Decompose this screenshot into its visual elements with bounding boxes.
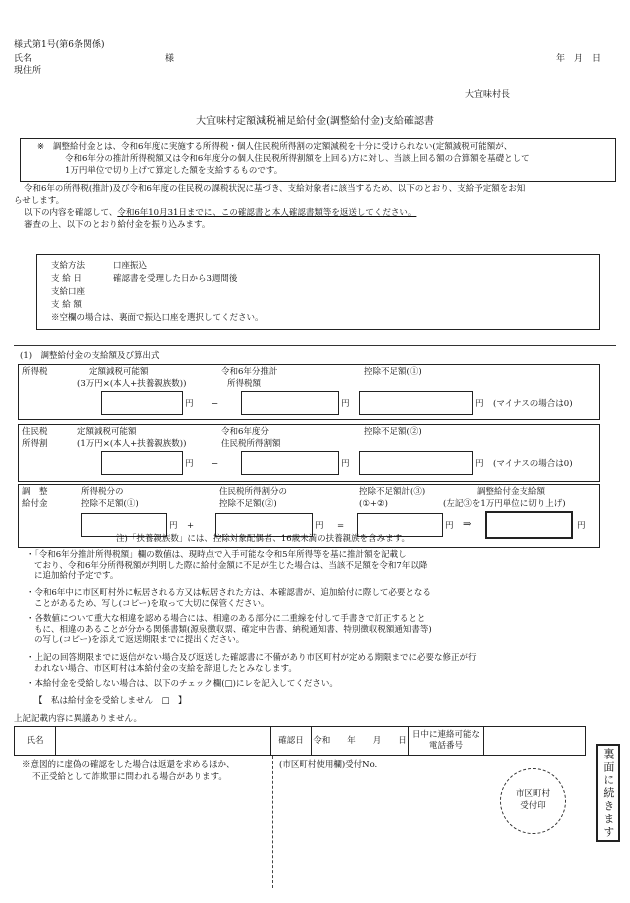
section-divider — [14, 345, 616, 346]
notice-line-2: 令和6年分の推計所得税額又は令和6年度分の個人住民税所得割額を上回る)方に対し、当該上回る額の合算額を基礎として — [65, 154, 530, 164]
payment-note: ※空欄の場合は、裏面で振込口座を選択してください。 — [51, 313, 264, 323]
negative-note: (マイナスの場合は0) — [493, 399, 573, 409]
yen-label: 円 — [185, 399, 194, 409]
income-shortfall-input[interactable] — [359, 391, 473, 415]
intro-p1a: 令和6年の所得税(推計)及び令和6年度の住民税の課税状況に基づき、支給対象者に該当するため、以下のとおり、支給予定額をお知 — [24, 184, 526, 194]
income-col2-l1: 令和6年分推計 — [221, 367, 278, 377]
dependents-footnote: 注)「扶養親族数」には、控除対象配偶者、16歳未満の扶養親族を含みます。 — [116, 534, 410, 544]
mayor-name: 大宜味村長 — [465, 90, 511, 100]
yen-label: 円 — [445, 521, 454, 531]
office-use-label: (市区町村使用欄)受付No. — [279, 760, 378, 770]
amount-label: 支 給 額 — [51, 300, 82, 310]
bullet-2 — [26, 588, 431, 609]
bullet-1-line-3: に追加給付予定です。 — [34, 571, 119, 582]
calc-heading: (1) 調整給付金の支給額及び算出式 — [20, 351, 160, 361]
confirmation-table — [14, 726, 586, 756]
bullet-3-line-3: の写し(コピー)を添えて返送期限までに提出ください。 — [34, 635, 245, 646]
income-reducible-input[interactable] — [101, 391, 183, 415]
method-label: 支給方法 — [51, 261, 86, 271]
notice-line-3: 1万円単位で切り上げて算定した額を支給するものです。 — [65, 166, 283, 176]
reception-stamp — [500, 768, 566, 834]
method-value: 口座振込 — [113, 261, 148, 271]
bullet-3-line-2: もに、相違のあることが分かる関係書類(源泉徴収票、確定申告書、納税通知書、特別徴収税額通知書等) — [34, 624, 432, 635]
yen-label: 円 — [169, 521, 178, 531]
confirm-date-field[interactable]: 令和 年 月 日 — [312, 727, 409, 755]
stamp-line-2: 受付印 — [520, 801, 546, 811]
notice-box — [20, 138, 616, 182]
yen-label: 円 — [341, 399, 350, 409]
bullet-5: ・本給付金を受給しない場合は、以下のチェック欄(□)にレを記入してください。 — [26, 679, 338, 689]
adjust-col2-l2: 控除不足額(②) — [219, 499, 277, 509]
arrow-icon: ⇒ — [463, 519, 472, 530]
bullet-2-line-1: ・令和6年中に市区町村外に転居される方又は転居された方は、本確認書が、追加給付に際して必要となる — [26, 588, 431, 598]
pay-date-label: 支 給 日 — [51, 274, 82, 284]
bullet-1-line-2: ており、令和6年分所得税額が判明した際に給付金額に不足が生じた場合は、当該不足額を令和7年以降 — [34, 560, 428, 571]
fraud-warning-2: 不正受給として詐欺罪に問われる場合があります。 — [32, 772, 227, 782]
notice-line-1: 調整給付金とは、令和6年度に実施する所得税・個人住民税所得割の定額減税を十分に受けられない(定額減税可能額が、 — [53, 142, 513, 152]
bullet-3-line-1: ・各数値について重大な相違を認める場合には、相違のある部分に二重線を付して手書きで訂正するとと — [26, 614, 426, 624]
resident-col1-l2: (1万円×(本人+扶養親族数)) — [77, 439, 187, 449]
income-col1-l1: 定額減税可能額 — [89, 367, 149, 377]
confirm-text: 上記記載内容に異議ありません。 — [14, 714, 143, 724]
income-tax-row — [18, 364, 600, 420]
form-number: 様式第1号(第6条関係) — [14, 40, 105, 50]
bullet-3 — [26, 614, 432, 646]
income-col2-l2: 所得税額 — [227, 379, 262, 389]
resident-shortfall-input[interactable] — [359, 451, 473, 475]
minus-sign: − — [211, 399, 219, 409]
intro-p2 — [24, 208, 416, 219]
adjust-label-2: 給付金 — [22, 499, 48, 509]
minus-sign: − — [211, 459, 219, 469]
resident-col2-l2: 住民税所得割額 — [221, 439, 281, 449]
adjust-col2-l1: 住民税所得割分の — [219, 487, 288, 497]
bullet-4-line-1: ・上記の回答期限までに返信がない場合及び返送した確認書に不備があり市区町村が定める期限までに必要な修正が行 — [26, 653, 477, 663]
intro-p2-pre: 以下の内容を確認して、 — [24, 208, 118, 218]
continue-box — [596, 744, 620, 842]
income-col3: 控除不足額(①) — [364, 367, 422, 377]
intro-p1b: らせします。 — [14, 196, 65, 206]
yen-label: 円 — [185, 459, 194, 469]
stamp-line-1: 市区町村 — [515, 789, 550, 799]
negative-note: (マイナスの場合は0) — [493, 459, 573, 469]
adjust-col1-l1: 所得税分の — [81, 487, 124, 497]
resident-col1-l1: 定額減税可能額 — [77, 427, 137, 437]
intro-p3: 審査の上、以下のとおり給付金を振り込みます。 — [24, 220, 211, 230]
deadline-text: 令和6年10月31日までに、この確認書と本人確認書類等を返送してください。 — [117, 208, 417, 218]
yen-label: 円 — [341, 459, 350, 469]
address-label: 現住所 — [14, 66, 42, 76]
phone-label: 日中に連絡可能な 電話番号 — [409, 727, 484, 755]
resident-label-1: 住民税 — [22, 427, 48, 437]
confirm-date-label: 確認日 — [271, 727, 312, 755]
honorific: 様 — [165, 54, 175, 64]
resident-label-2: 所得割 — [22, 439, 48, 449]
phone-field[interactable] — [484, 727, 584, 755]
bullet-2-line-2: ことがあるため、写し(コピー)を取って大切に保管ください。 — [34, 598, 270, 609]
fraud-warning-1: ※意図的に虚偽の確認をした場合は返還を求めるほか、 — [22, 760, 235, 770]
decline-checkbox[interactable]: 【 私は給付金を受給しません □ 】 — [34, 696, 187, 706]
resident-col3: 控除不足額(②) — [364, 427, 422, 437]
payment-box — [36, 254, 600, 330]
bullet-4 — [26, 653, 477, 674]
account-label: 支給口座 — [51, 287, 86, 297]
adjust-col4-l1: 調整給付金支給額 — [477, 487, 546, 497]
resident-amount-input[interactable] — [241, 451, 339, 475]
benefit-amount-input[interactable] — [485, 511, 573, 539]
continue-text: 裏面に続きます — [601, 747, 615, 839]
issue-date: 年 月 日 — [556, 54, 602, 64]
bullet-1-line-1: ・「令和6年分推計所得税額」欄の数値は、現時点で入手可能な令和5年所得等を基に推計額を記載し — [26, 550, 407, 560]
yen-label: 円 — [577, 521, 586, 531]
income-col1-l2: (3万円×(本人+扶養親族数)) — [77, 379, 187, 389]
yen-label: 円 — [475, 399, 484, 409]
adjust-col4-l2: (左記③を1万円単位に切り上げ) — [443, 499, 566, 509]
yen-label: 円 — [475, 459, 484, 469]
bullet-1 — [26, 550, 427, 582]
income-estimated-input[interactable] — [241, 391, 339, 415]
signature-name-field[interactable] — [56, 727, 271, 755]
adjust-col3-l1: 控除不足額計(③) — [359, 487, 426, 497]
adjust-col3-l2: (①+②) — [359, 499, 388, 509]
adjust-col1-l2: 控除不足額(①) — [81, 499, 139, 509]
resident-reducible-input[interactable] — [101, 451, 183, 475]
pay-date-value: 確認書を受理した日から3週間後 — [113, 274, 238, 284]
income-tax-label: 所得税 — [22, 367, 48, 377]
resident-tax-row — [18, 424, 600, 482]
plus-sign: + — [187, 521, 195, 531]
yen-label: 円 — [315, 521, 324, 531]
equals-sign: = — [337, 521, 345, 531]
signature-name-label: 氏名 — [15, 727, 56, 755]
bullet-4-line-2: われない場合、市区町村は本給付金の支給を辞退したとみなします。 — [34, 663, 297, 674]
resident-col2-l1: 令和6年度分 — [221, 427, 269, 437]
name-label: 氏名 — [14, 54, 33, 64]
notice-mark: ※ — [37, 142, 45, 152]
adjust-label-1: 調 整 — [22, 487, 48, 497]
page-title: 大宜味村定額減税補足給付金(調整給付金)支給確認書 — [196, 116, 434, 127]
